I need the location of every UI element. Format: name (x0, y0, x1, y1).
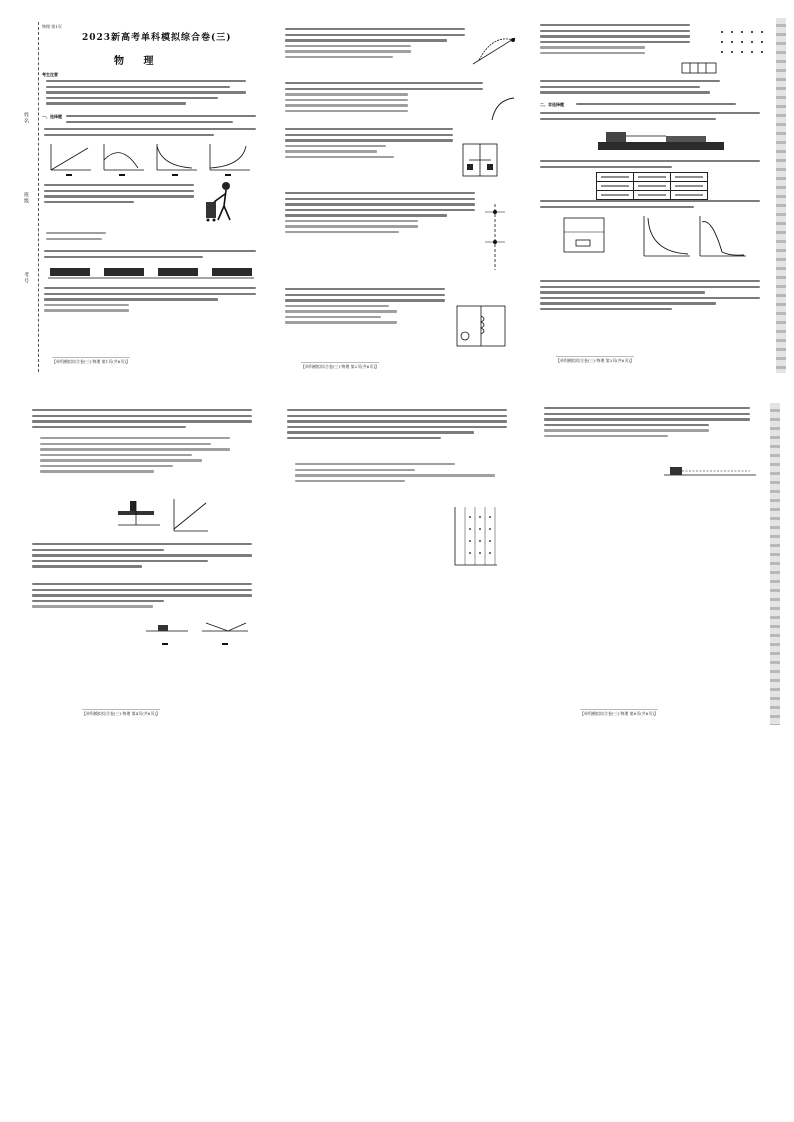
question-8-text (285, 192, 475, 237)
question-7-text (285, 128, 453, 161)
exam-page-1 (22, 22, 272, 372)
question-12-decay-graphs (640, 212, 750, 260)
exam-page-6 (540, 403, 780, 725)
question-13-text (32, 409, 252, 431)
question-3-cart-figures (48, 264, 258, 284)
exam-page-3 (536, 18, 786, 373)
question-6-curve-figure (488, 94, 518, 124)
section-two-heading: 二、非选择题 (540, 102, 564, 107)
section-one-instructions (66, 115, 256, 126)
question-10-text (540, 24, 690, 57)
page-3-footer: 【单科模拟综合卷(三)·物理 第3页(共6页)】 (556, 358, 634, 363)
question-12-circuit-figure (560, 214, 610, 258)
question-2-text (44, 184, 194, 206)
question-3-text (44, 250, 256, 261)
question-13-steps (40, 437, 230, 476)
question-10-scale-figure (681, 62, 717, 74)
question-12-text (540, 200, 760, 211)
question-15-text (287, 409, 507, 442)
binding-label-class: 班级 (23, 192, 29, 204)
question-9-text (285, 288, 445, 327)
question-14-track-figures (142, 617, 252, 651)
question-14-text (32, 583, 252, 611)
question-11-apparatus-figure (596, 126, 726, 156)
section-two-instructions (576, 103, 736, 109)
exam-subject: 物 理 (114, 56, 162, 67)
page-2-footer: 【单科模拟综合卷(三)·物理 第2页(共6页)】 (301, 364, 379, 369)
exam-page-2 (283, 22, 533, 372)
question-5-arc-figure (469, 30, 519, 70)
exam-title: 2023新高考单科模拟综合卷(三) (82, 33, 232, 43)
binding-label-number: 考号 (23, 272, 29, 284)
page-1-footer: 【单科模拟综合卷(三)·物理 第1页(共6页)】 (52, 359, 130, 364)
question-10-subparts (540, 80, 740, 97)
binding-margin (22, 22, 39, 372)
question-10-grid-figure (716, 26, 766, 66)
question-16-text (544, 407, 750, 440)
question-4-text (44, 287, 256, 315)
question-15-subparts (295, 463, 495, 485)
scan-edge-strip (776, 18, 786, 373)
question-6-text (285, 82, 483, 115)
page-header-tag: 物理·第1页 (42, 24, 62, 29)
question-13-slider-figure (112, 495, 212, 535)
question-7-circuit-figure (459, 140, 503, 184)
question-2-figure-luggage (202, 180, 242, 228)
question-11-subpart (540, 160, 760, 171)
binding-label-name: 姓名 (23, 112, 29, 124)
question-13-subparts (32, 543, 252, 571)
section-one-heading: 一、选择题 (42, 114, 62, 119)
question-5-text (285, 28, 465, 61)
exam-page-5 (283, 405, 533, 720)
notice-heading: 考生注意 (42, 72, 58, 77)
question-2-options (46, 232, 246, 243)
question-15-field-grid-figure (451, 503, 501, 569)
question-11-data-table (596, 172, 708, 200)
question-1-graphs (46, 140, 256, 180)
question-16-incline-figure (660, 455, 760, 481)
question-1-text (44, 128, 256, 139)
page-6-footer: 【单科模拟综合卷(三)·物理 第6页(共6页)】 (580, 711, 658, 716)
question-8-vertical-figure (481, 202, 511, 272)
question-9-coil-figure (451, 302, 511, 352)
question-11-text (540, 112, 760, 123)
page-4-footer: 【单科模拟综合卷(三)·物理 第4页(共6页)】 (82, 711, 160, 716)
exam-page-4 (22, 405, 272, 720)
question-12-subparts (540, 280, 760, 313)
scan-edge-strip-right (770, 403, 780, 725)
notice-text (46, 80, 246, 108)
